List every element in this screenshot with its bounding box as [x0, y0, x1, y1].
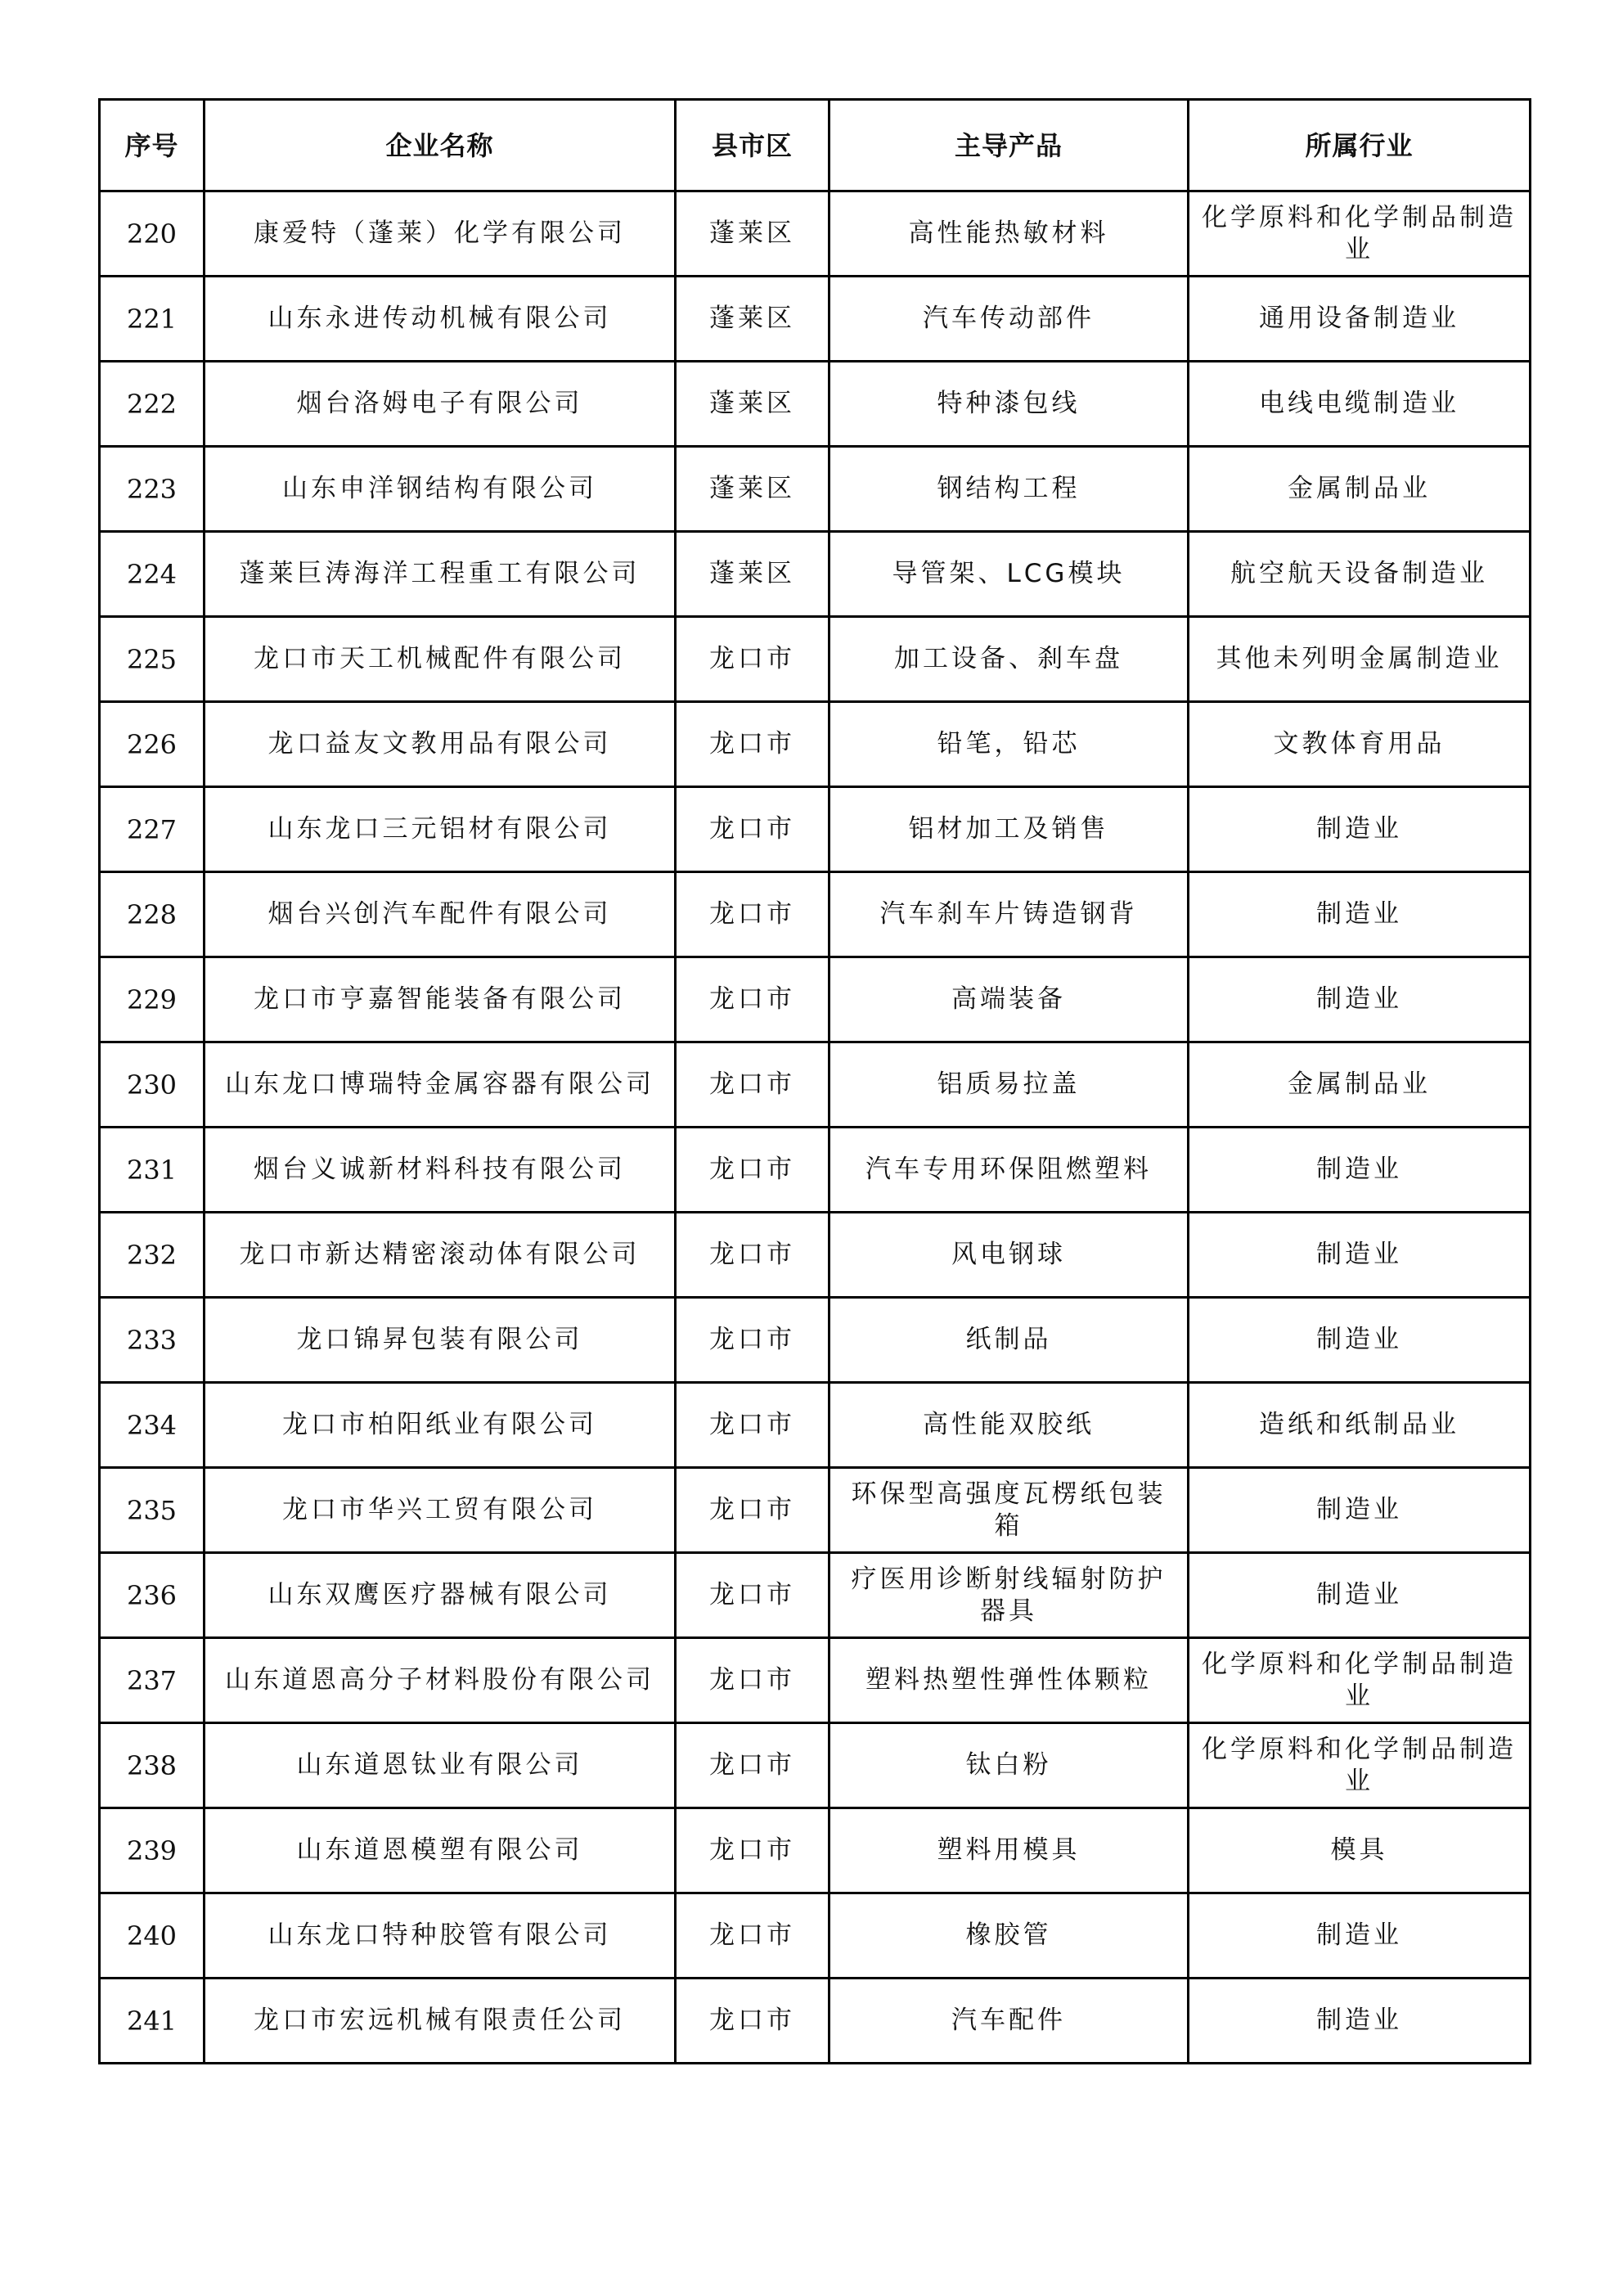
cell-product: 铝质易拉盖 [829, 1042, 1189, 1128]
cell-region: 龙口市 [676, 1893, 829, 1979]
table-row [100, 1298, 1531, 1383]
cell-industry: 航空航天设备制造业 [1189, 532, 1531, 617]
cell-industry: 造纸和纸制品业 [1189, 1383, 1531, 1468]
cell-region: 龙口市 [676, 1638, 829, 1723]
cell-industry: 制造业 [1189, 1468, 1531, 1553]
table-row [100, 362, 1531, 447]
cell-region: 龙口市 [676, 1042, 829, 1128]
cell-region: 龙口市 [676, 1298, 829, 1383]
table-body [100, 191, 1531, 2064]
cell-industry: 文教体育用品 [1189, 702, 1531, 787]
cell-enterprise-name: 龙口益友文教用品有限公司 [205, 702, 676, 787]
table-row [100, 1128, 1531, 1213]
cell-no: 220 [100, 191, 205, 277]
cell-industry: 制造业 [1189, 957, 1531, 1042]
cell-enterprise-name: 龙口市柏阳纸业有限公司 [205, 1383, 676, 1468]
cell-no: 227 [100, 787, 205, 872]
cell-enterprise-name: 龙口市新达精密滚动体有限公司 [205, 1213, 676, 1298]
cell-no: 228 [100, 872, 205, 957]
cell-product: 疗医用诊断射线辐射防护器具 [829, 1553, 1189, 1638]
cell-enterprise-name: 烟台洛姆电子有限公司 [205, 362, 676, 447]
cell-region: 蓬莱区 [676, 362, 829, 447]
cell-region: 龙口市 [676, 787, 829, 872]
table-row [100, 1723, 1531, 1808]
table-row [100, 1042, 1531, 1128]
cell-no: 232 [100, 1213, 205, 1298]
cell-region: 龙口市 [676, 1213, 829, 1298]
cell-industry: 化学原料和化学制品制造业 [1189, 191, 1531, 277]
table-row [100, 1808, 1531, 1893]
cell-enterprise-name: 烟台义诚新材料科技有限公司 [205, 1128, 676, 1213]
cell-product: 塑料用模具 [829, 1808, 1189, 1893]
cell-region: 龙口市 [676, 1808, 829, 1893]
cell-region: 蓬莱区 [676, 191, 829, 277]
cell-region: 龙口市 [676, 702, 829, 787]
cell-no: 233 [100, 1298, 205, 1383]
cell-enterprise-name: 山东永进传动机械有限公司 [205, 277, 676, 362]
cell-industry: 制造业 [1189, 1893, 1531, 1979]
cell-region: 龙口市 [676, 617, 829, 702]
cell-region: 龙口市 [676, 1128, 829, 1213]
cell-industry: 制造业 [1189, 1128, 1531, 1213]
cell-region: 蓬莱区 [676, 447, 829, 532]
cell-no: 226 [100, 702, 205, 787]
cell-product: 钛白粉 [829, 1723, 1189, 1808]
cell-enterprise-name: 山东龙口三元铝材有限公司 [205, 787, 676, 872]
cell-enterprise-name: 山东道恩高分子材料股份有限公司 [205, 1638, 676, 1723]
cell-enterprise-name: 山东道恩模塑有限公司 [205, 1808, 676, 1893]
header-region: 县市区 [676, 100, 829, 191]
cell-no: 231 [100, 1128, 205, 1213]
cell-product: 塑料热塑性弹性体颗粒 [829, 1638, 1189, 1723]
cell-industry: 制造业 [1189, 1553, 1531, 1638]
cell-no: 236 [100, 1553, 205, 1638]
enterprise-table [98, 98, 1531, 2064]
cell-no: 240 [100, 1893, 205, 1979]
cell-product: 铝材加工及销售 [829, 787, 1189, 872]
cell-enterprise-name: 山东申洋钢结构有限公司 [205, 447, 676, 532]
cell-enterprise-name: 龙口市亨嘉智能装备有限公司 [205, 957, 676, 1042]
cell-product: 导管架、LCG模块 [829, 532, 1189, 617]
cell-product: 环保型高强度瓦楞纸包装箱 [829, 1468, 1189, 1553]
table-row [100, 191, 1531, 277]
cell-no: 223 [100, 447, 205, 532]
cell-enterprise-name: 龙口市宏远机械有限责任公司 [205, 1979, 676, 2064]
cell-product: 汽车传动部件 [829, 277, 1189, 362]
cell-product: 特种漆包线 [829, 362, 1189, 447]
table-row [100, 702, 1531, 787]
header-no: 序号 [100, 100, 205, 191]
table-row [100, 787, 1531, 872]
header-industry: 所属行业 [1189, 100, 1531, 191]
table-row [100, 532, 1531, 617]
table-row [100, 957, 1531, 1042]
cell-region: 龙口市 [676, 1723, 829, 1808]
cell-no: 239 [100, 1808, 205, 1893]
table-header-row [100, 100, 1531, 191]
cell-no: 238 [100, 1723, 205, 1808]
cell-enterprise-name: 山东龙口博瑞特金属容器有限公司 [205, 1042, 676, 1128]
cell-industry: 制造业 [1189, 1979, 1531, 2064]
cell-enterprise-name: 蓬莱巨涛海洋工程重工有限公司 [205, 532, 676, 617]
cell-region: 龙口市 [676, 1553, 829, 1638]
cell-product: 汽车刹车片铸造钢背 [829, 872, 1189, 957]
cell-industry: 金属制品业 [1189, 1042, 1531, 1128]
cell-region: 龙口市 [676, 957, 829, 1042]
cell-enterprise-name: 龙口市天工机械配件有限公司 [205, 617, 676, 702]
table-row [100, 1213, 1531, 1298]
table-row [100, 1979, 1531, 2064]
table-row [100, 1383, 1531, 1468]
cell-enterprise-name: 山东龙口特种胶管有限公司 [205, 1893, 676, 1979]
cell-industry: 电线电缆制造业 [1189, 362, 1531, 447]
table-row [100, 1638, 1531, 1723]
cell-industry: 制造业 [1189, 787, 1531, 872]
table-row [100, 1893, 1531, 1979]
cell-product: 加工设备、刹车盘 [829, 617, 1189, 702]
cell-product: 高性能热敏材料 [829, 191, 1189, 277]
cell-no: 224 [100, 532, 205, 617]
header-name: 企业名称 [205, 100, 676, 191]
cell-product: 铅笔，铅芯 [829, 702, 1189, 787]
table-row [100, 447, 1531, 532]
cell-industry: 其他未列明金属制造业 [1189, 617, 1531, 702]
cell-no: 229 [100, 957, 205, 1042]
table-row [100, 1553, 1531, 1638]
cell-product: 汽车专用环保阻燃塑料 [829, 1128, 1189, 1213]
cell-enterprise-name: 山东双鹰医疗器械有限公司 [205, 1553, 676, 1638]
cell-no: 234 [100, 1383, 205, 1468]
cell-product: 高性能双胶纸 [829, 1383, 1189, 1468]
header-product: 主导产品 [829, 100, 1189, 191]
cell-no: 222 [100, 362, 205, 447]
cell-product: 橡胶管 [829, 1893, 1189, 1979]
cell-no: 241 [100, 1979, 205, 2064]
cell-no: 221 [100, 277, 205, 362]
cell-no: 225 [100, 617, 205, 702]
cell-enterprise-name: 康爱特（蓬莱）化学有限公司 [205, 191, 676, 277]
cell-enterprise-name: 烟台兴创汽车配件有限公司 [205, 872, 676, 957]
table-row [100, 277, 1531, 362]
cell-product: 纸制品 [829, 1298, 1189, 1383]
cell-industry: 制造业 [1189, 1298, 1531, 1383]
cell-industry: 通用设备制造业 [1189, 277, 1531, 362]
cell-product: 高端装备 [829, 957, 1189, 1042]
cell-product: 钢结构工程 [829, 447, 1189, 532]
table-row [100, 617, 1531, 702]
cell-industry: 化学原料和化学制品制造业 [1189, 1723, 1531, 1808]
cell-product: 汽车配件 [829, 1979, 1189, 2064]
cell-industry: 金属制品业 [1189, 447, 1531, 532]
cell-region: 龙口市 [676, 1468, 829, 1553]
cell-industry: 化学原料和化学制品制造业 [1189, 1638, 1531, 1723]
cell-region: 龙口市 [676, 1979, 829, 2064]
cell-industry: 制造业 [1189, 1213, 1531, 1298]
cell-no: 230 [100, 1042, 205, 1128]
cell-enterprise-name: 龙口市华兴工贸有限公司 [205, 1468, 676, 1553]
cell-no: 237 [100, 1638, 205, 1723]
cell-enterprise-name: 龙口锦昇包装有限公司 [205, 1298, 676, 1383]
cell-region: 蓬莱区 [676, 532, 829, 617]
table-row [100, 1468, 1531, 1553]
cell-region: 龙口市 [676, 1383, 829, 1468]
cell-no: 235 [100, 1468, 205, 1553]
cell-region: 蓬莱区 [676, 277, 829, 362]
cell-industry: 模具 [1189, 1808, 1531, 1893]
table-row [100, 872, 1531, 957]
cell-product: 风电钢球 [829, 1213, 1189, 1298]
cell-region: 龙口市 [676, 872, 829, 957]
cell-industry: 制造业 [1189, 872, 1531, 957]
cell-enterprise-name: 山东道恩钛业有限公司 [205, 1723, 676, 1808]
